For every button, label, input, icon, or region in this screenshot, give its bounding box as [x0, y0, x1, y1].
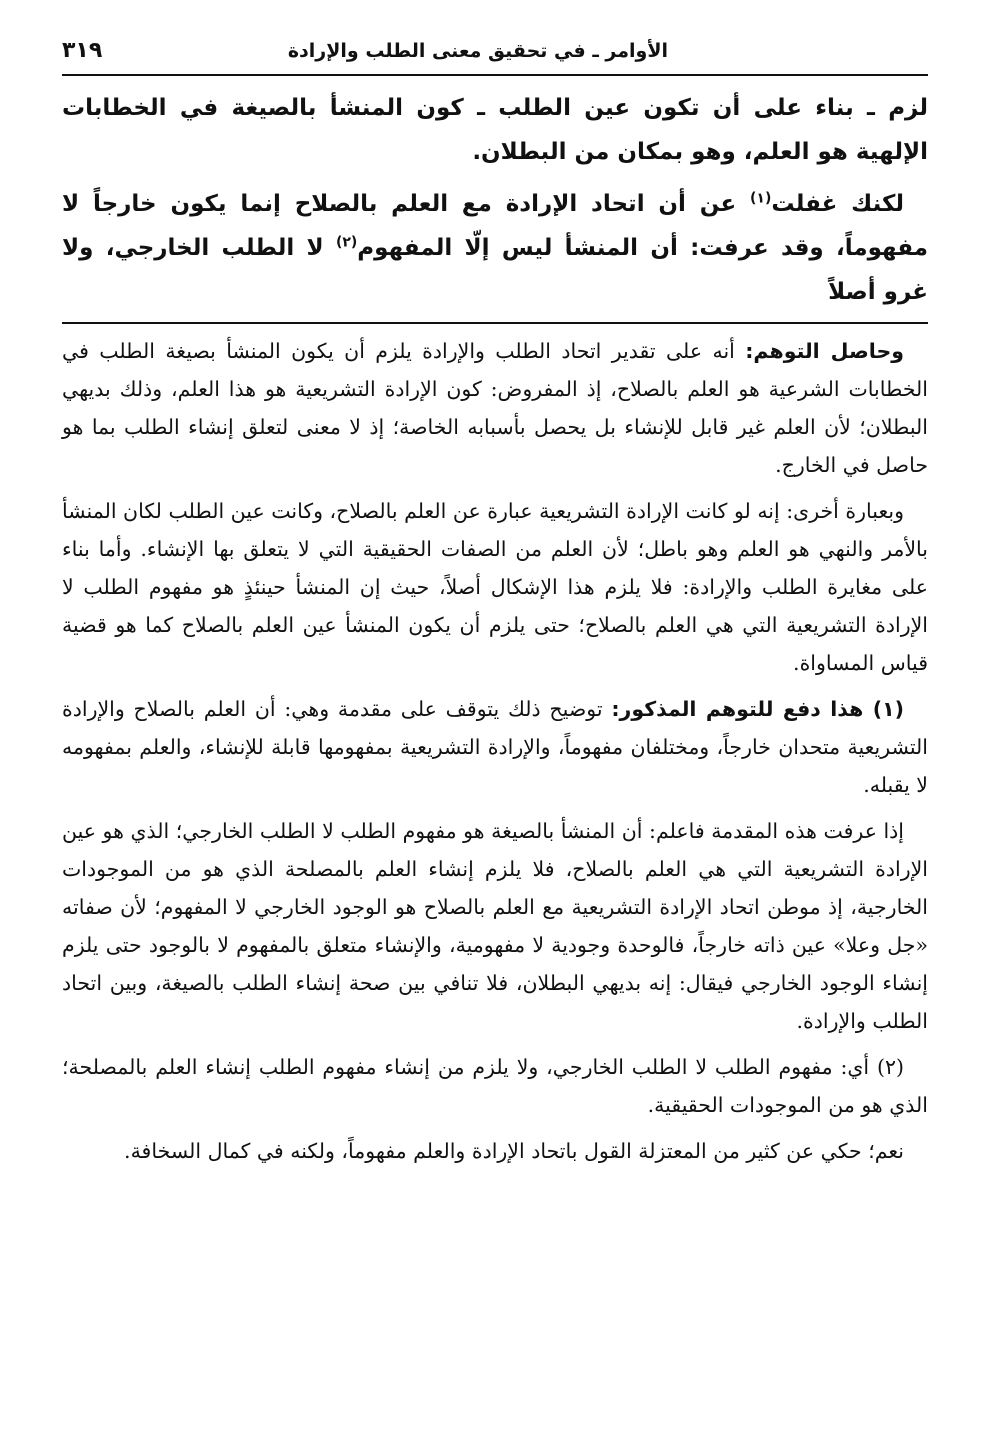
main-paragraph-2-part-2: عن أن اتحاد الإرادة مع العلم بالصلاح إنما يكون خارجاً لا مفهوماً، وقد عرفت: أن المنشأ ليس إلّا المفهوم: [62, 191, 928, 261]
book-page: [62, 34, 928, 1424]
running-title: الأوامر ـ في تحقيق معنى الطلب والإرادة: [287, 40, 668, 62]
main-paragraph-2-part-3: لا الطلب الخارجي، ولا غرو أصلاً: [62, 235, 928, 305]
footnote-ref-1: (١): [750, 190, 772, 207]
main-paragraph-2: [62, 182, 928, 314]
footnote-2: (٢) أي: مفهوم الطلب لا الطلب الخارجي، ولا يلزم من إنشاء مفهوم الطلب إنشاء العلم بالمصلحة؛ الذي هو من الموجودات الحقيقية.: [62, 1055, 928, 1117]
commentary-paragraph-2: وبعبارة أخرى: إنه لو كانت الإرادة التشريعية عبارة عن العلم بالصلاح، وكانت عين الطلب لكان المنشأ بالأمر والنهي هو العلم وهو باطل؛ لأن العلم من الصفات الحقيقية التي لا يتعلق بها الإنشاء. وأما بناء على مغايرة الطلب والإرادة: فلا يلزم هذا الإشكال أصلاً، حيث إن المنشأ حينئذٍ هو مفهوم الطلب لا الإرادة التشريعية التي هي العلم بالصلاح؛ حتى يلزم أن يكون المنشأ عين العلم بالصلاح كما هو قضية قياس المساواة.: [62, 499, 928, 675]
commentary-paragraph-6: نعم؛ حكي عن كثير من المعتزلة القول باتحاد الإرادة والعلم مفهوماً، ولكنه في كمال السخافة.: [124, 1139, 904, 1163]
commentary-paragraph-1: [62, 332, 928, 484]
commentary-text-1: أنه على تقدير اتحاد الطلب والإرادة يلزم أن يكون المنشأ بصيغة الطلب في الخطابات الشرعية هو العلم بالصلاح، إذ المفروض: كون الإرادة التشريعية هو هذا العلم، وذلك بديهي البطلان؛ لأن العلم غير قابل للإنشاء بل يحصل بأسبابه الخاصة؛ إذ لا معنى لتعلق إنشاء الطلب بما هو حاصل في الخارج.: [62, 339, 928, 477]
text-divider: [62, 322, 928, 324]
main-text: [62, 86, 928, 314]
footnote-1: [62, 690, 928, 804]
commentary-lead-1: وحاصل التوهم:: [745, 339, 904, 363]
running-head: [62, 34, 928, 76]
footnote-1-lead: (١) هذا دفع للتوهم المذكور:: [611, 697, 904, 721]
commentary: [62, 332, 928, 1170]
footnote-1-text: توضيح ذلك يتوقف على مقدمة وهي: أن العلم بالصلاح والإرادة التشريعية متحدان خارجاً، ومختلفان مفهوماً، والإرادة التشريعية بمفهومها قابلة للإنشاء، والعلم بمفهومه لا يقبله.: [62, 697, 928, 797]
footnote-ref-2: (٢): [335, 234, 358, 251]
commentary-paragraph-4: إذا عرفت هذه المقدمة فاعلم: أن المنشأ بالصيغة هو مفهوم الطلب لا الطلب الخارجي؛ الذي هو عين الإرادة التشريعية التي هي العلم بالصلاح، فلا يلزم إنشاء العلم بالمصلحة الذي هو من الموجودات الخارجية، إذ موطن اتحاد الإرادة التشريعية مع العلم بالصلاح هو الوجود الخارجي لا المفهوم؛ لأن صفاته «جل وعلا» عين ذاته خارجاً، فالوحدة وجودية لا مفهومية، والإنشاء متعلق بالمفهوم لا بالوجود حتى يلزم إنشاء الوجود الخارجي فيقال: إنه بديهي البطلان، فلا تنافي بين صحة إنشاء الطلب بالصيغة، وبين اتحاد الطلب والإرادة.: [62, 819, 928, 1033]
main-paragraph-2-part-1: لكنك غفلت: [771, 191, 905, 217]
main-paragraph-1: لزم ـ بناء على أن تكون عين الطلب ـ كون المنشأ بالصيغة في الخطابات الإلهية هو العلم، وهو بمكان من البطلان.: [62, 95, 928, 165]
page-number: ٣١٩: [62, 38, 103, 63]
